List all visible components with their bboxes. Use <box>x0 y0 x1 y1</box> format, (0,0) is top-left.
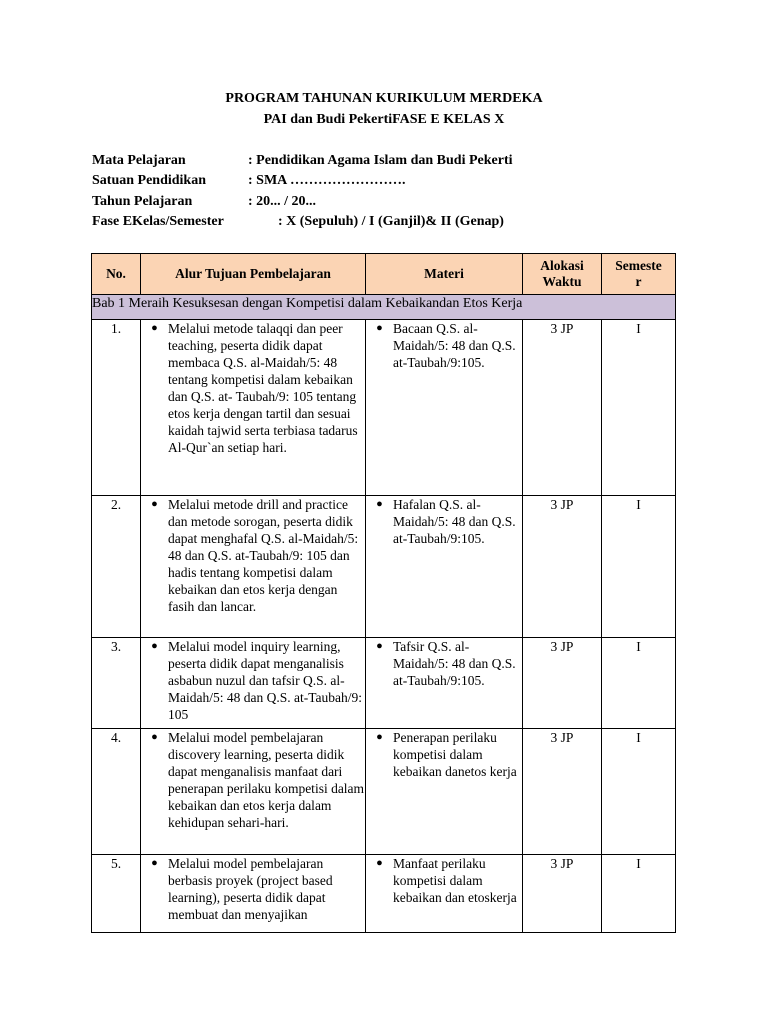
row-number: 4. <box>92 729 141 855</box>
semester-value: I <box>602 729 676 855</box>
bab-row <box>92 295 676 320</box>
alur-cell <box>141 729 366 855</box>
header-materi: Materi <box>366 254 523 295</box>
alur-cell <box>141 638 366 729</box>
bullet-icon: ● <box>376 498 383 510</box>
row-number: 5. <box>92 855 141 933</box>
row-number: 2. <box>92 496 141 638</box>
header-alokasi-line-2: Waktu <box>542 274 582 289</box>
table-row <box>92 496 676 638</box>
materi-cell <box>366 320 523 496</box>
materi-cell <box>366 855 523 933</box>
header-semester-line-1: Semeste <box>615 258 662 273</box>
info-label: Tahun Pelajaran <box>92 194 193 209</box>
header-alokasi-line-1: Alokasi <box>540 258 584 273</box>
bullet-icon: ● <box>151 857 158 869</box>
info-value: : SMA ……………………. <box>248 173 406 188</box>
alur-text: Melalui metode talaqqi dan peer teaching, peserta didik dapat membaca Q.S. al-Maidah/5: 48 tentang kompetisi dalam kebaikan dan Q.S. at- Taubah/9: 105 tentang etos kerja dengan tartil dan sesuai kaidah tajwid serta terbiasa tadarus Al-Qur`an setiap hari. <box>168 321 358 455</box>
info-tahun-pelajaran <box>92 192 316 212</box>
header-alokasi-waktu <box>523 254 602 295</box>
bullet-icon: ● <box>151 731 158 743</box>
materi-text: Tafsir Q.S. al-Maidah/5: 48 dan Q.S. at-Taubah/9:105. <box>393 639 516 688</box>
bullet-icon: ● <box>376 640 383 652</box>
bullet-icon: ● <box>151 498 158 510</box>
semester-value: I <box>602 638 676 729</box>
alur-text: Melalui model inquiry learning, peserta didik dapat menganalisis asbabun nuzul dan tafsir Q.S. al-Maidah/5: 48 dan Q.S. at-Taubah/9: 105 <box>168 639 363 722</box>
info-value: : X (Sepuluh) / I (Ganjil)& II (Genap) <box>278 214 504 229</box>
materi-cell <box>366 496 523 638</box>
info-value: : Pendidikan Agama Islam dan Budi Pekerti <box>248 153 513 168</box>
materi-cell <box>366 638 523 729</box>
bullet-icon: ● <box>151 640 158 652</box>
table-row <box>92 320 676 496</box>
table-row <box>92 638 676 729</box>
table-row <box>92 729 676 855</box>
alokasi-value: 3 JP <box>523 320 602 496</box>
alur-cell <box>141 855 366 933</box>
info-value: : 20... / 20... <box>248 194 317 209</box>
header-semester <box>602 254 676 295</box>
alokasi-value: 3 JP <box>523 496 602 638</box>
bullet-icon: ● <box>151 322 158 334</box>
alur-cell <box>141 496 366 638</box>
table-header-row <box>92 254 676 295</box>
materi-text: Bacaan Q.S. al-Maidah/5: 48 dan Q.S. at-Taubah/9:105. <box>393 321 516 370</box>
alur-text: Melalui model pembelajaran discovery learning, peserta didik dapat menganalisis manfaat dari penerapan perilaku kompetisi dalam kebaikan dan etos kerja dalam kehidupan sehari-hari. <box>168 730 365 830</box>
header-semester-line-2: r <box>635 274 642 289</box>
materi-cell <box>366 729 523 855</box>
document-title-line-1: PROGRAM TAHUNAN KURIKULUM MERDEKA <box>225 91 543 106</box>
row-number: 3. <box>92 638 141 729</box>
bab-title: Bab 1 Meraih Kesuksesan dengan Kompetisi dalam Kebaikandan Etos Kerja <box>92 295 676 320</box>
materi-text: Hafalan Q.S. al-Maidah/5: 48 dan Q.S. at-Taubah/9:105. <box>393 497 516 546</box>
info-label: Fase EKelas/Semester <box>92 214 224 229</box>
bullet-icon: ● <box>376 857 383 869</box>
info-satuan-pendidikan <box>92 171 406 191</box>
semester-value: I <box>602 320 676 496</box>
info-fase-kelas-semester <box>92 212 504 232</box>
bullet-icon: ● <box>376 322 383 334</box>
document-title-line-2: PAI dan Budi PekertiFASE E KELAS X <box>263 112 505 127</box>
materi-text: Penerapan perilaku kompetisi dalam kebaikan danetos kerja <box>393 730 517 779</box>
table-row <box>92 855 676 933</box>
row-number: 1. <box>92 320 141 496</box>
header-no: No. <box>92 254 141 295</box>
alur-text: Melalui metode drill and practice dan metode sorogan, peserta didik dapat menghafal Q.S. al-Maidah/5: 48 dan Q.S. at-Taubah/9: 105 dan hadis tentang kompetisi dalam kebaikan dan etos kerja dengan fasih dan lancar. <box>168 497 359 614</box>
bullet-icon: ● <box>376 731 383 743</box>
semester-value: I <box>602 855 676 933</box>
info-label: Satuan Pendidikan <box>92 173 206 188</box>
alur-text: Melalui model pembelajaran berbasis proyek (project based learning), peserta didik dapat membuat dan menyajikan <box>168 856 333 922</box>
program-table <box>91 253 676 933</box>
alokasi-value: 3 JP <box>523 729 602 855</box>
alokasi-value: 3 JP <box>523 638 602 729</box>
header-alur-tujuan: Alur Tujuan Pembelajaran <box>141 254 366 295</box>
alur-cell <box>141 320 366 496</box>
alokasi-value: 3 JP <box>523 855 602 933</box>
info-mata-pelajaran <box>92 151 513 171</box>
info-label: Mata Pelajaran <box>92 153 186 168</box>
materi-text: Manfaat perilaku kompetisi dalam kebaikan dan etoskerja <box>393 856 517 905</box>
semester-value: I <box>602 496 676 638</box>
